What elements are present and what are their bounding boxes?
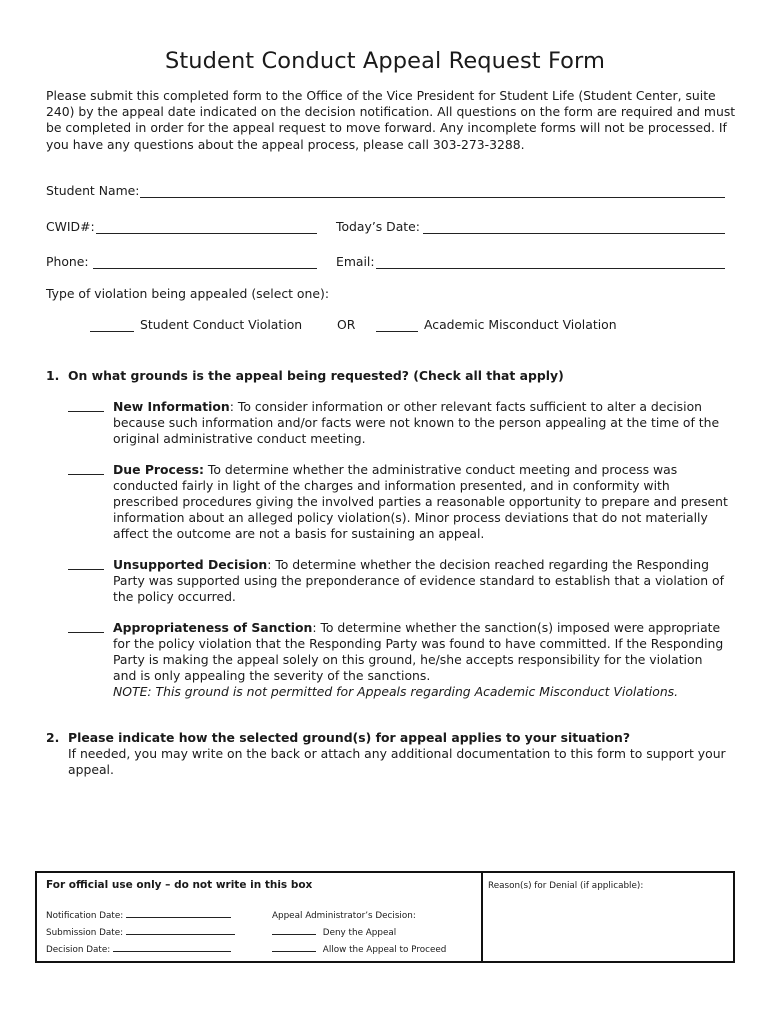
ground-title: Appropriateness of Sanction: [113, 620, 313, 635]
notification-date-label: Notification Date:: [46, 911, 124, 921]
official-box-divider: [481, 873, 483, 961]
ground-note: NOTE: This ground is not permitted for Appeals regarding Academic Misconduct Violations.: [113, 684, 679, 699]
question-2-heading: [46, 730, 630, 745]
question-2-body: If needed, you may write on the back or attach any additional documentation to this form to support your appeal.: [68, 746, 726, 777]
todays-date-field[interactable]: [423, 233, 725, 234]
phone-field[interactable]: [93, 268, 317, 269]
grounds-list: [68, 399, 728, 700]
student-conduct-checkbox-line[interactable]: [90, 331, 134, 332]
ground-title: Unsupported Decision: [113, 557, 268, 572]
ground-title: Due Process:: [113, 462, 204, 477]
intro-paragraph: Please submit this completed form to the Office of the Vice President for Student Life (Student Center, suite 240) by the appeal date indicated on the decision notification. All questions on the form are required and must be completed in order for the appeal request to move forward. Any incomplete forms will not be processed. If you have any questions about the appeal process, please call 303-273-3288.: [46, 88, 736, 152]
ground-new-information: [68, 399, 728, 447]
submission-date-field[interactable]: [126, 934, 235, 935]
question-2-number: 2.: [46, 730, 60, 745]
deny-appeal-label: Deny the Appeal: [322, 928, 397, 938]
question-1-heading: [46, 368, 564, 383]
email-field[interactable]: [376, 268, 725, 269]
academic-misconduct-option: Academic Misconduct Violation: [424, 317, 617, 332]
student-name-label: Student Name:: [46, 183, 140, 198]
ground-description: To consider information or other relevant facts sufficient to alter a decision because such information and/or facts were not known to the person appealing at the time of the original administrative conduct meeting.: [113, 399, 720, 446]
ground-sep: :: [229, 399, 234, 414]
violation-type-prompt: Type of violation being appealed (select one):: [46, 286, 329, 301]
decision-date-row: [46, 945, 231, 955]
deny-appeal-checkbox-line[interactable]: [272, 934, 316, 935]
decision-date-label: Decision Date:: [46, 945, 111, 955]
ground-sep: :: [312, 620, 317, 635]
notification-date-row: [46, 911, 231, 921]
phone-label: Phone:: [46, 254, 89, 269]
question-1-number: 1.: [46, 368, 60, 383]
question-1-text: On what grounds is the appeal being requested? (Check all that apply): [68, 368, 564, 383]
submission-date-row: [46, 928, 235, 938]
ground-description: To determine whether the administrative conduct meeting and process was conducted fairly in light of the charges and information presented, and in conformity with prescribed procedures giving the involved parties a reasonable opportunity to prepare and present information about an alleged policy violation(s). Minor process deviations that do not materially affect the outcome are not a basis for sustaining an appeal.: [113, 462, 728, 541]
cwid-field[interactable]: [96, 233, 317, 234]
denial-reason-label: Reason(s) for Denial (if applicable):: [488, 881, 644, 891]
official-use-box: [35, 871, 735, 963]
academic-misconduct-checkbox-line[interactable]: [376, 331, 418, 332]
ground-title: New Information: [113, 399, 230, 414]
ground-checkbox-line[interactable]: [68, 632, 104, 633]
admin-decision-label: Appeal Administrator’s Decision:: [272, 911, 416, 921]
allow-appeal-label: Allow the Appeal to Proceed: [322, 945, 447, 955]
ground-sep: :: [267, 557, 272, 572]
ground-checkbox-line[interactable]: [68, 474, 104, 475]
deny-appeal-row: [272, 928, 396, 938]
ground-checkbox-line[interactable]: [68, 411, 104, 412]
ground-unsupported-decision: [68, 557, 728, 605]
ground-due-process: [68, 462, 728, 542]
ground-description: To determine whether the decision reached regarding the Responding Party was supported using the preponderance of evidence standard to establish that a violation of the policy occurred.: [113, 557, 724, 604]
todays-date-label: Today’s Date:: [336, 219, 420, 234]
cwid-label: CWID#:: [46, 219, 95, 234]
official-use-heading: For official use only – do not write in this box: [46, 879, 313, 891]
student-conduct-option: Student Conduct Violation: [140, 317, 303, 332]
or-separator: OR: [337, 317, 356, 332]
decision-date-field[interactable]: [113, 951, 231, 952]
ground-checkbox-line[interactable]: [68, 569, 104, 570]
ground-description: To determine whether the sanction(s) imposed were appropriate for the policy violation that the Responding Party was found to have committed. If the Responding Party is making the appeal solely on this ground, he/she accepts responsibility for the violation and is only appealing the severity of the sanctions.: [113, 620, 724, 683]
notification-date-field[interactable]: [126, 917, 231, 918]
submission-date-label: Submission Date:: [46, 928, 124, 938]
allow-appeal-row: [272, 945, 446, 955]
ground-appropriateness-of-sanction: [68, 620, 728, 700]
student-name-field[interactable]: [140, 197, 725, 198]
form-title: Student Conduct Appeal Request Form: [164, 48, 606, 74]
allow-appeal-checkbox-line[interactable]: [272, 951, 316, 952]
question-2-text: Please indicate how the selected ground(s) for appeal applies to your situation?: [68, 730, 631, 745]
email-label: Email:: [336, 254, 375, 269]
